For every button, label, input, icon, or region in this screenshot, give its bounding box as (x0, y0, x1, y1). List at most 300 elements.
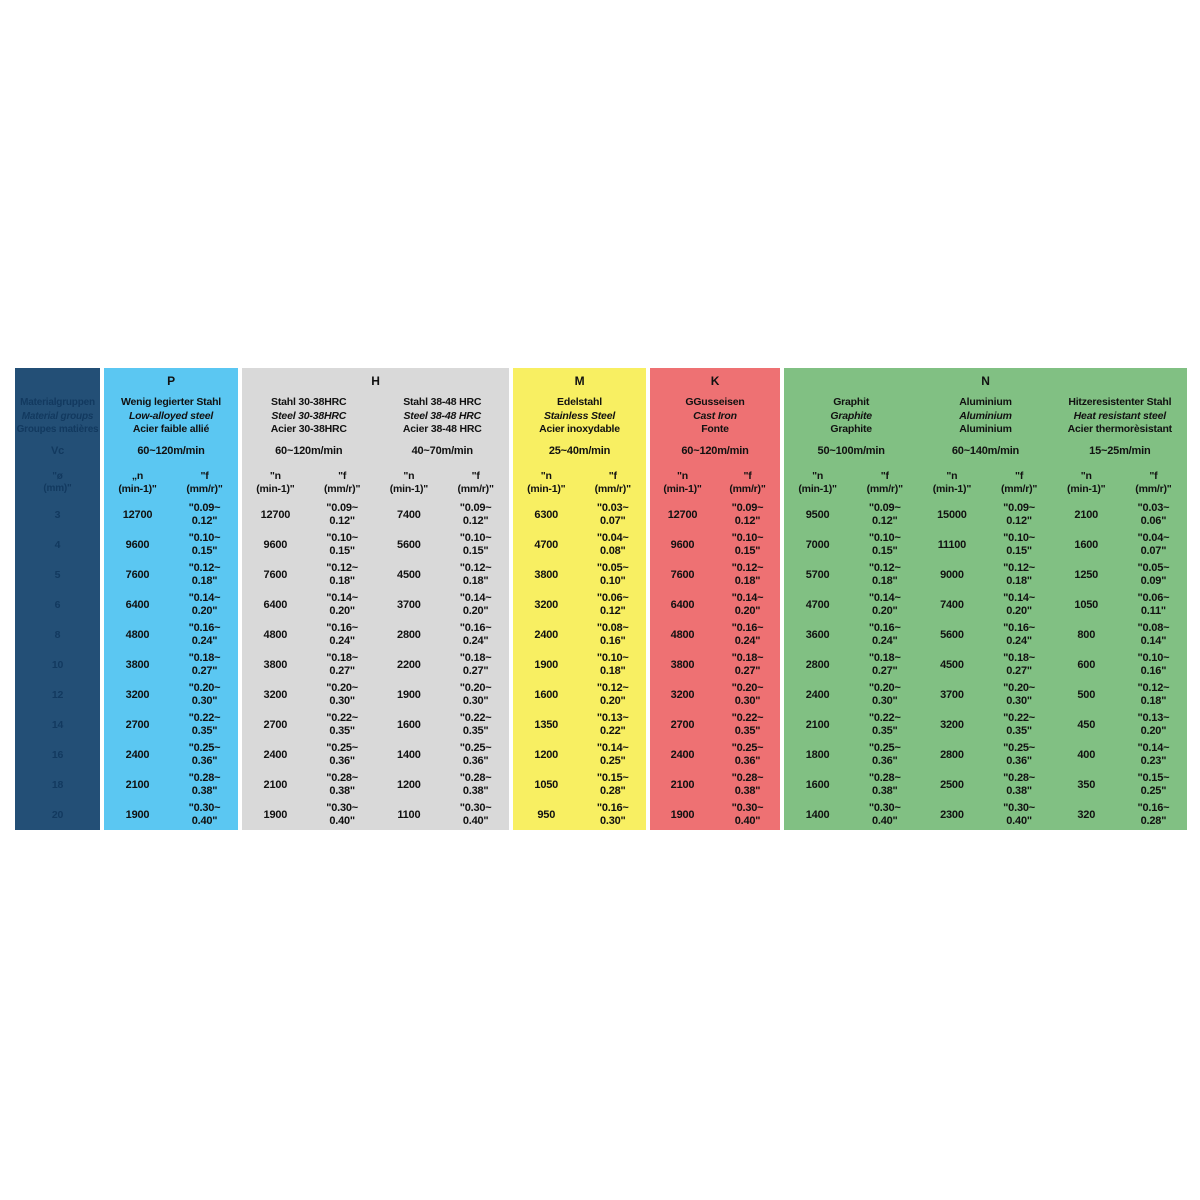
feed-rate-line: 0.38" (329, 785, 355, 797)
feed-rate-line: "0.14~ (596, 742, 629, 754)
data-row (650, 770, 780, 800)
n-header (242, 464, 309, 500)
spindle-speed-value: 1800 (805, 749, 830, 761)
feed-rate-line: "0.16~ (1003, 622, 1036, 634)
feed-rate-value (851, 560, 918, 590)
data-row (784, 530, 918, 560)
data-row (242, 590, 376, 620)
material-name-line: Graphite (830, 409, 872, 422)
material-column (242, 394, 376, 830)
feed-rate-line: "0.08~ (596, 622, 629, 634)
spindle-speed-value: 1100 (397, 809, 421, 821)
feed-rate-line: 0.20" (329, 605, 355, 617)
feed-rate-value (715, 710, 780, 740)
material-name (1053, 394, 1187, 438)
spindle-speed-value: 1250 (1074, 569, 1099, 581)
spindle-speed-value: 9500 (805, 509, 830, 521)
feed-rate-line: 0.12" (329, 515, 355, 527)
f-header-line: (mm/r)" (324, 483, 361, 495)
spindle-speed-value: 12700 (260, 509, 291, 521)
material-name-line: Stahl 30-38HRC (271, 396, 347, 408)
feed-rate-value (1120, 620, 1187, 650)
feed-rate-line: 0.35" (329, 725, 355, 737)
section-letter: P (167, 374, 175, 388)
data-row (918, 620, 1052, 650)
material-column (513, 394, 646, 830)
feed-rate-line: 0.16" (1140, 665, 1167, 677)
diameter-value: 20 (51, 809, 64, 821)
spindle-speed-value: 350 (1077, 779, 1096, 791)
feed-rate-line: "0.14~ (731, 592, 764, 604)
spindle-speed-value: 3200 (670, 689, 695, 701)
material-name-line: Aluminium (959, 423, 1012, 435)
feed-rate-line: 0.12" (871, 515, 898, 527)
data-row (376, 590, 510, 620)
feed-rate-line: 0.12" (734, 515, 761, 527)
spindle-speed-value: 2700 (263, 719, 288, 731)
n-header-line: "n (540, 470, 552, 482)
feed-rate-line: "0.25~ (188, 742, 221, 754)
feed-rate-value (309, 620, 376, 650)
feed-rate-line: 0.07" (599, 515, 626, 527)
spindle-speed-value: 9000 (940, 569, 964, 581)
data-row (242, 740, 376, 770)
feed-rate-line: "0.08~ (1137, 622, 1170, 634)
data-row (513, 650, 646, 680)
feed-rate-value (309, 560, 376, 590)
feed-rate-value (986, 800, 1053, 830)
data-row (918, 710, 1052, 740)
feed-rate-line: "0.20~ (868, 682, 901, 694)
feed-rate-value (715, 680, 780, 710)
spindle-speed-value: 6400 (125, 599, 150, 611)
feed-rate-line: 0.07" (1140, 545, 1167, 557)
data-row (104, 530, 238, 560)
feed-rate-value (580, 590, 647, 620)
section-M (513, 368, 646, 830)
feed-rate-value (986, 770, 1053, 800)
section-letter: H (371, 374, 380, 388)
material-name-line: Heat resistant steel (1073, 409, 1166, 422)
feed-rate-line: "0.28~ (326, 772, 359, 784)
feed-rate-line: "0.16~ (596, 802, 629, 814)
data-row (784, 680, 918, 710)
feed-rate-line: 0.30" (191, 695, 218, 707)
feed-rate-line: "0.20~ (459, 682, 492, 694)
data-row (1053, 500, 1187, 530)
f-header-line: (mm/r)" (729, 483, 766, 495)
material-name-line: Aluminium (959, 396, 1012, 408)
feed-rate-line: 0.35" (1006, 725, 1032, 737)
feed-rate-line: "0.18~ (188, 652, 221, 664)
spindle-speed-value: 4800 (263, 629, 288, 641)
data-row (376, 560, 510, 590)
n-header-line: (min-1)" (527, 483, 566, 495)
spindle-speed-value: 1050 (534, 779, 559, 791)
feed-rate-line: 0.18" (734, 575, 761, 587)
diameter-label (15, 464, 100, 500)
spindle-speed-value: 9600 (670, 539, 695, 551)
data-row (1053, 710, 1187, 740)
spindle-speed-value: 950 (537, 809, 556, 821)
feed-rate-line: "0.22~ (326, 712, 359, 724)
feed-rate-value (715, 740, 780, 770)
section-letter: M (574, 374, 585, 388)
feed-rate-value (580, 650, 647, 680)
spindle-speed-value: 3200 (263, 689, 288, 701)
material-name-line: Edelstahl (557, 396, 602, 408)
data-row (376, 740, 510, 770)
data-row (1053, 740, 1187, 770)
feed-rate-value (309, 500, 376, 530)
feed-rate-value (986, 650, 1053, 680)
data-row (918, 560, 1052, 590)
feed-rate-value (715, 530, 780, 560)
feed-rate-value (986, 680, 1053, 710)
feed-rate-line: "0.28~ (188, 772, 221, 784)
data-row (784, 620, 918, 650)
feed-rate-line: 0.36" (1006, 755, 1032, 767)
feed-rate-value (171, 800, 238, 830)
feed-rate-line: 0.15" (871, 545, 898, 557)
feed-rate-line: 0.25" (599, 755, 626, 767)
feed-rate-line: "0.16~ (731, 622, 764, 634)
spindle-speed-value: 9600 (263, 539, 288, 551)
n-header-line: "n (1080, 470, 1092, 482)
spindle-speed-value: 1600 (1074, 539, 1099, 551)
feed-rate-value (986, 620, 1053, 650)
n-header-line: (min-1)" (932, 483, 972, 495)
feed-rate-line: 0.27" (191, 665, 218, 677)
data-row (918, 800, 1052, 830)
material-name-line: Fonte (701, 423, 729, 435)
feed-rate-line: "0.10~ (459, 532, 492, 544)
material-name (918, 394, 1052, 438)
feed-rate-line: "0.18~ (731, 652, 764, 664)
feed-rate-value (309, 650, 376, 680)
feed-rate-line: "0.10~ (731, 532, 764, 544)
data-row (513, 710, 646, 740)
spindle-speed-value: 800 (1077, 629, 1096, 641)
n-header-line: (min-1)" (663, 483, 702, 495)
data-row (650, 560, 780, 590)
spindle-speed-value: 4800 (125, 629, 150, 641)
spindle-speed-value: 5600 (397, 539, 421, 551)
feed-rate-value (171, 770, 238, 800)
data-row (650, 590, 780, 620)
n-header (784, 464, 851, 500)
cutting-speed-value: 40~70m/min (411, 445, 473, 457)
f-header-line: "f (880, 470, 889, 482)
section-H (242, 368, 509, 830)
data-row (513, 740, 646, 770)
spindle-speed-value: 2700 (670, 719, 695, 731)
feed-rate-line: 0.35" (191, 725, 218, 737)
spindle-speed-value: 1600 (805, 779, 830, 791)
feed-rate-line: 0.40" (329, 815, 355, 827)
feed-rate-line: 0.30" (462, 695, 489, 707)
feed-rate-line: "0.12~ (1003, 562, 1036, 574)
feed-rate-line: "0.18~ (459, 652, 492, 664)
feed-rate-line: 0.36" (329, 755, 355, 767)
data-row (650, 710, 780, 740)
material-sections (104, 368, 1187, 830)
data-row (918, 680, 1052, 710)
data-row (784, 650, 918, 680)
feed-rate-line: 0.40" (871, 815, 898, 827)
feed-rate-value (171, 620, 238, 650)
feed-rate-line: "0.14~ (459, 592, 492, 604)
feed-rate-value (171, 590, 238, 620)
spindle-speed-value: 5700 (805, 569, 830, 581)
feed-rate-line: "0.13~ (1137, 712, 1170, 724)
section-letter: K (710, 374, 720, 388)
material-name-line: Aluminium (959, 409, 1012, 422)
data-row (104, 800, 238, 830)
spindle-speed-value: 1900 (534, 659, 559, 671)
material-name (784, 394, 918, 438)
f-header-line: "f (338, 470, 347, 482)
feed-rate-line: 0.23" (1140, 755, 1167, 767)
feed-rate-value (715, 800, 780, 830)
feed-rate-line: 0.18" (1140, 695, 1167, 707)
feed-rate-line: "0.09~ (188, 502, 221, 514)
data-row (513, 680, 646, 710)
spindle-speed-value: 15000 (937, 509, 967, 521)
feed-rate-value (442, 680, 509, 710)
spindle-speed-value: 2200 (397, 659, 421, 671)
feed-rate-line: "0.18~ (1003, 652, 1036, 664)
spindle-speed-value: 1400 (805, 809, 830, 821)
feed-rate-line: "0.05~ (596, 562, 629, 574)
feed-rate-line: "0.22~ (188, 712, 221, 724)
feed-rate-line: "0.12~ (731, 562, 764, 574)
feed-rate-line: 0.15" (329, 545, 355, 557)
material-name-line: Stahl 38-48 HRC (403, 396, 482, 408)
n-header (104, 464, 171, 500)
feed-rate-line: 0.20" (1006, 605, 1032, 617)
data-row (513, 530, 646, 560)
spindle-speed-value: 2100 (263, 779, 288, 791)
data-row (104, 710, 238, 740)
spindle-speed-value: 12700 (122, 509, 153, 521)
data-row (104, 680, 238, 710)
spindle-speed-value: 1900 (397, 689, 421, 701)
data-row (376, 800, 510, 830)
n-header-line: (min-1)" (118, 483, 157, 495)
spindle-speed-value: 3700 (397, 599, 421, 611)
spindle-speed-value: 2400 (670, 749, 695, 761)
feed-rate-line: 0.20" (599, 695, 626, 707)
data-row (242, 710, 376, 740)
feed-rate-line: 0.38" (1006, 785, 1032, 797)
feed-rate-value (580, 500, 647, 530)
feed-rate-value (171, 500, 238, 530)
feed-rate-value (1120, 680, 1187, 710)
feed-rate-line: 0.28" (599, 785, 626, 797)
feed-rate-line: "0.04~ (1137, 532, 1170, 544)
material-column (376, 394, 510, 830)
spindle-speed-value: 3800 (263, 659, 288, 671)
spindle-speed-value: 1900 (263, 809, 288, 821)
spindle-speed-value: 1400 (397, 749, 421, 761)
feed-rate-line: 0.27" (329, 665, 355, 677)
feed-rate-value (715, 650, 780, 680)
data-row (242, 530, 376, 560)
data-row (513, 770, 646, 800)
f-header (442, 464, 509, 500)
data-row (242, 620, 376, 650)
n-header-line: (min-1)" (256, 483, 295, 495)
feed-rate-line: 0.18" (191, 575, 218, 587)
feed-rate-value (580, 800, 647, 830)
data-row (376, 710, 510, 740)
diameter-value: 14 (51, 719, 64, 731)
spindle-speed-value: 6400 (263, 599, 288, 611)
feed-rate-line: "0.15~ (596, 772, 629, 784)
n-header-line: "n (269, 470, 281, 482)
f-header-line: "f (608, 470, 617, 482)
material-name-line: Low-alloyed steel (128, 409, 214, 422)
material-name-line: Steel 38-48 HRC (403, 409, 482, 422)
feed-rate-line: "0.12~ (326, 562, 359, 574)
data-row (918, 500, 1052, 530)
data-row (1053, 800, 1187, 830)
spindle-speed-value: 3200 (534, 599, 559, 611)
material-name-line: Stainless Steel (543, 409, 616, 422)
feed-rate-line: 0.25" (1140, 785, 1167, 797)
feed-rate-line: 0.06" (1140, 515, 1167, 527)
data-row (376, 530, 510, 560)
left-header-spacer (15, 368, 100, 394)
feed-rate-line: 0.38" (462, 785, 489, 797)
diameter-value: 3 (54, 509, 61, 521)
feed-rate-value (1120, 590, 1187, 620)
feed-rate-line: "0.28~ (1003, 772, 1036, 784)
feed-rate-value (442, 500, 509, 530)
f-header (171, 464, 238, 500)
feed-rate-line: "0.14~ (868, 592, 901, 604)
feed-rate-value (442, 590, 509, 620)
feed-rate-value (715, 620, 780, 650)
spindle-speed-value: 2400 (263, 749, 288, 761)
section-letter: N (981, 374, 990, 388)
feed-rate-value (442, 800, 509, 830)
spindle-speed-value: 2300 (940, 809, 964, 821)
spindle-speed-value: 7600 (263, 569, 288, 581)
n-header-line: "n (946, 470, 958, 482)
feed-rate-line: 0.20" (462, 605, 489, 617)
data-row (650, 680, 780, 710)
data-row (650, 650, 780, 680)
material-column (1053, 394, 1187, 830)
feed-rate-value (580, 710, 647, 740)
feed-rate-line: "0.09~ (1003, 502, 1036, 514)
feed-rate-line: 0.20" (871, 605, 898, 617)
section-N (784, 368, 1187, 830)
f-header (715, 464, 780, 500)
feed-rate-line: "0.30~ (326, 802, 359, 814)
data-row (242, 800, 376, 830)
feed-rate-value (986, 560, 1053, 590)
feed-rate-line: "0.03~ (1137, 502, 1170, 514)
feed-rate-line: "0.25~ (326, 742, 359, 754)
feed-rate-value (442, 740, 509, 770)
data-row (513, 620, 646, 650)
material-name-line: Wenig legierter Stahl (120, 396, 222, 408)
feed-rate-value (442, 710, 509, 740)
feed-rate-line: 0.35" (462, 725, 489, 737)
spindle-speed-value: 1600 (534, 689, 559, 701)
feed-rate-line: "0.18~ (326, 652, 359, 664)
cutting-speed-value: 60~120m/min (275, 445, 343, 457)
diameter-label-line2: (mm)" (43, 483, 72, 494)
feed-rate-line: 0.24" (1006, 635, 1032, 647)
feed-rate-value (442, 770, 509, 800)
material-name-line: Graphite (830, 423, 872, 435)
material-name (104, 394, 238, 438)
f-header (851, 464, 918, 500)
spindle-speed-value: 1200 (534, 749, 559, 761)
feed-rate-line: 0.18" (462, 575, 489, 587)
feed-rate-line: 0.27" (462, 665, 489, 677)
feed-rate-line: "0.12~ (1137, 682, 1170, 694)
feed-rate-value (442, 560, 509, 590)
feed-rate-value (309, 590, 376, 620)
feed-rate-value (442, 530, 509, 560)
feed-rate-line: "0.10~ (1003, 532, 1036, 544)
spindle-speed-value: 2400 (125, 749, 150, 761)
n-header-line: (min-1)" (798, 483, 837, 495)
feed-rate-line: 0.28" (1140, 815, 1167, 827)
feed-rate-value (851, 740, 918, 770)
f-header-line: "f (471, 470, 480, 482)
spindle-speed-value: 2400 (805, 689, 830, 701)
feed-rate-line: 0.38" (191, 785, 218, 797)
n-header (513, 464, 580, 500)
feed-rate-line: "0.10~ (596, 652, 629, 664)
f-header (309, 464, 376, 500)
feed-rate-value (851, 590, 918, 620)
feed-rate-line: 0.30" (599, 815, 626, 827)
feed-rate-line: 0.36" (871, 755, 898, 767)
data-row (513, 500, 646, 530)
feed-rate-line: "0.09~ (459, 502, 492, 514)
n-header-line: "n (812, 470, 824, 482)
spindle-speed-value: 1900 (125, 809, 150, 821)
data-row (650, 530, 780, 560)
feed-rate-value (851, 680, 918, 710)
f-header-line: (mm/r)" (866, 483, 903, 495)
feed-rate-line: 0.30" (1006, 695, 1032, 707)
cutting-speed-value: 60~120m/min (681, 445, 749, 457)
feed-rate-line: 0.40" (734, 815, 761, 827)
n-header-line: (min-1)" (389, 483, 429, 495)
feed-rate-line: "0.30~ (188, 802, 221, 814)
spindle-speed-value: 2800 (940, 749, 964, 761)
feed-rate-value (1120, 500, 1187, 530)
feed-rate-line: "0.30~ (731, 802, 764, 814)
feed-rate-line: 0.36" (191, 755, 218, 767)
material-name-line: Acier 30-38HRC (270, 423, 347, 435)
feed-rate-line: 0.18" (1006, 575, 1032, 587)
diameter-value: 6 (54, 599, 61, 611)
spindle-speed-value: 2100 (670, 779, 695, 791)
feed-rate-line: "0.06~ (1137, 592, 1170, 604)
diameter-value: 18 (51, 779, 64, 791)
spindle-speed-value: 4500 (397, 569, 421, 581)
spindle-speed-value: 1600 (397, 719, 421, 731)
